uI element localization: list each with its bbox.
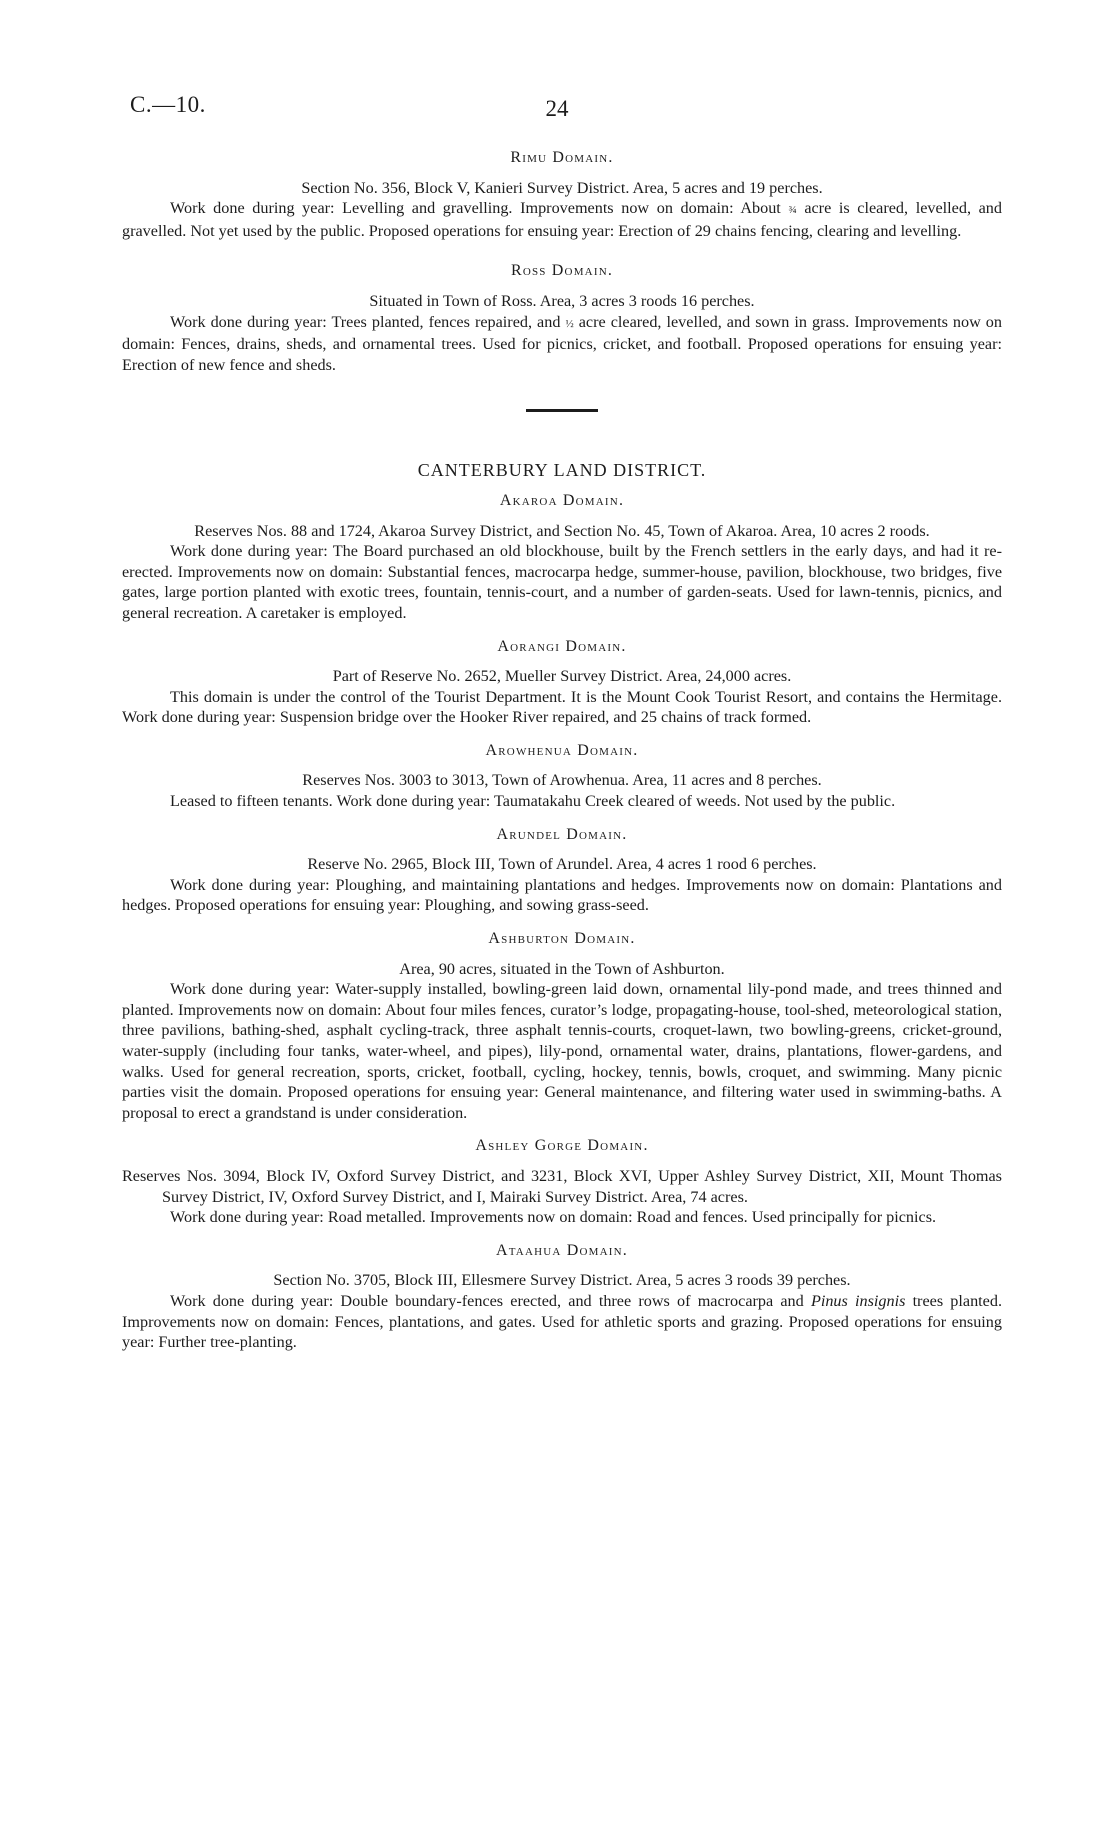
domain-heading: Arowhenua Domain. (485, 741, 639, 759)
district-heading: CANTERBURY LAND DISTRICT. (417, 460, 707, 481)
domain-description: Work done during year: Levelling and gravelling. Improvements now on domain: About ¾ acre is cleared, levelled, and gravelled. Not yet used by the public. Proposed operations for ensuing year: Erection of 29 chains fencing, clearing and levelling. (122, 199, 1002, 240)
domain-entry (122, 825, 1002, 916)
domain-entry (122, 637, 1002, 728)
domain-heading: Ashburton Domain. (488, 930, 636, 948)
domain-description: Work done during year: Trees planted, fences repaired, and ½ acre cleared, levelled, and sown in grass. Improvements now on domain: Fences, drains, sheds, and ornamental trees. Used for picnics, cricket, and football. Proposed operations for ensuing year: Erection of new fence and sheds. (122, 312, 1002, 374)
domain-description: Work done during year: Road metalled. Improvements now on domain: Road and fences. Used principally for picnics. (170, 1208, 937, 1227)
domain-heading: Akaroa Domain. (499, 491, 625, 509)
domain-location: Reserve No. 2965, Block III, Town of Arundel. Area, 4 acres 1 rood 6 perches. (307, 855, 817, 874)
domain-description: Work done during year: Ploughing, and maintaining plantations and hedges. Improvements now on domain: Plantations and hedges. Proposed operations for ensuing year: Ploughing, and sowing grass-seed. (122, 875, 1002, 915)
domain-location: Reserves Nos. 3094, Block IV, Oxford Survey District, and 3231, Block XVI, Upper Ashley Survey District, XII, Mount Thomas Survey District, IV, Oxford Survey District, and I, Mairaki Survey District. Area, 74 acres. (122, 1166, 1002, 1206)
domain-description: Work done during year: Double boundary-fences erected, and three rows of macrocarpa and Pinus insignis trees planted. Improvements now on domain: Fences, plantations, and gates. Used for athletic sports and grazing. Proposed operations for ensuing year: Further tree-planting. (122, 1291, 1003, 1352)
domain-entry (122, 929, 1002, 1123)
domain-description: This domain is under the control of the Tourist Department. It is the Mount Cook Tourist Resort, and contains the Hermitage. Work done during year: Suspension bridge over the Hooker River repaired, and 25 chains of track formed. (122, 687, 1002, 727)
domain-heading: Rimu Domain. (510, 149, 614, 166)
domain-description: Work done during year: The Board purchased an old blockhouse, built by the French settlers in the early days, and had it re-erected. Improvements now on domain: Substantial fences, macrocarpa hedge, summer-house, pavilion, blockhouse, two bridges, five gates, large portion planted with exotic trees, fountain, tennis-court, and a number of garden-seats. Used for lawn-tennis, picnics, and general recreation. A caretaker is employed. (122, 542, 1002, 622)
domain-entry (122, 1241, 1002, 1353)
domain-location: Part of Reserve No. 2652, Mueller Survey District. Area, 24,000 acres. (332, 667, 792, 686)
document-reference: C.—10. (130, 92, 206, 117)
domain-heading: Ross Domain. (510, 262, 614, 280)
domain-location: Section No. 3705, Block III, Ellesmere Survey District. Area, 5 acres 3 roods 39 perches. (273, 1271, 851, 1290)
domain-location: Area, 90 acres, situated in the Town of Ashburton. (399, 959, 725, 978)
domain-location: Reserves Nos. 3003 to 3013, Town of Arowhenua. Area, 11 acres and 8 perches. (302, 771, 822, 790)
domain-entry (122, 261, 1002, 375)
domain-entry (122, 148, 1002, 241)
domain-heading: Aorangi Domain. (497, 637, 627, 655)
page-header (130, 92, 984, 124)
domain-heading: Ataahua Domain. (496, 1241, 628, 1259)
domain-location: Reserves Nos. 88 and 1724, Akaroa Survey District, and Section No. 45, Town of Akaroa. Area, 10 acres 2 roods. (194, 521, 930, 540)
page-content (122, 148, 1002, 1353)
domain-heading: Ashley Gorge Domain. (475, 1137, 649, 1155)
domain-description: Work done during year: Water-supply installed, bowling-green laid down, ornamental lily-pond made, and trees thinned and planted. Improvements now on domain: About four miles fences, curator’s lodge, propagating-house, tool-shed, meteorological station, three pavilions, bathing-shed, asphalt cycling-track, three asphalt tennis-courts, croquet-lawn, two bowling-greens, cricket-ground, water-supply (including four tanks, water-wheel, and pipes), lily-pond, ornamental water, drains, plantations, flower-gardens, and walks. Used for general recreation, sports, cricket, football, cycling, hockey, tennis, bowls, croquet, and swimming. Many picnic parties visit the domain. Proposed operations for ensuing year: General maintenance, and filtering water used in swimming-baths. A proposal to erect a grandstand is under consideration. (122, 980, 1002, 1122)
section-divider (526, 409, 598, 412)
domain-entry (122, 491, 1002, 624)
page-number: 24 (545, 96, 569, 121)
domain-description: Leased to fifteen tenants. Work done during year: Taumatakahu Creek cleared of weeds. Not used by the public. (170, 792, 896, 811)
domain-entry (122, 741, 1002, 812)
domain-entry (122, 1136, 1002, 1227)
domain-location: Situated in Town of Ross. Area, 3 acres 3 roods 16 perches. (369, 291, 755, 310)
domain-heading: Arundel Domain. (496, 825, 628, 843)
domain-location: Section No. 356, Block V, Kanieri Survey District. Area, 5 acres and 19 perches. (301, 178, 823, 197)
